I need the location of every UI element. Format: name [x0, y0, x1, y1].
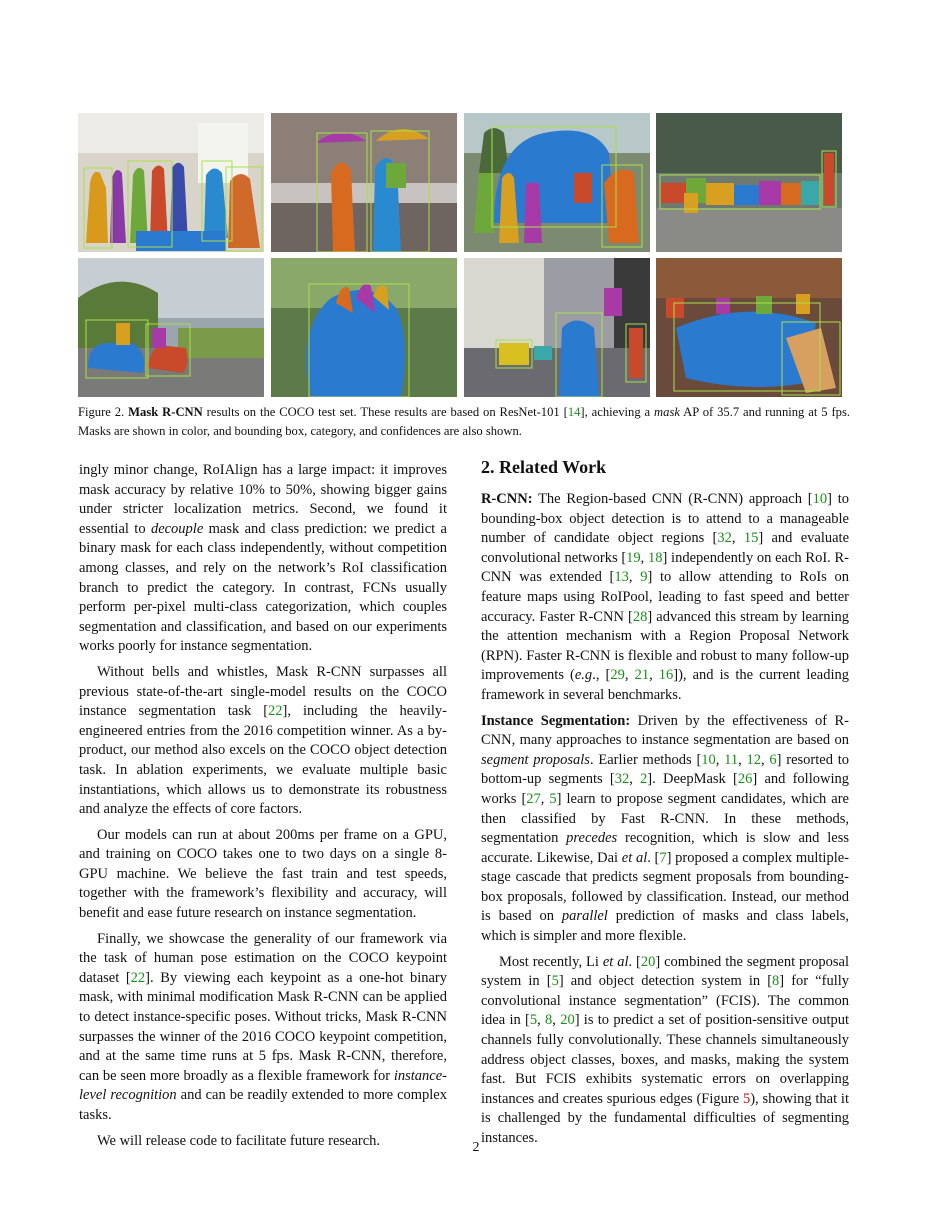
citation-link[interactable]: 5	[529, 1012, 538, 1029]
caption-text: ], achieving a	[580, 405, 655, 419]
citation-link[interactable]: 10	[701, 751, 716, 768]
citation-link[interactable]: 32	[614, 771, 630, 788]
citation-link[interactable]: 22	[268, 703, 283, 720]
figure-thumbnail-parking-lot	[656, 113, 842, 252]
citation-link[interactable]: 19	[626, 549, 641, 566]
run-in-heading: R-CNN:	[481, 491, 533, 507]
citation-link[interactable]: 16	[658, 667, 674, 684]
left-column	[79, 461, 447, 1157]
paragraph: We will release code to facilitate future research.	[97, 1132, 381, 1149]
citation-link[interactable]: 5	[549, 790, 557, 807]
citation-link[interactable]: 8	[772, 973, 780, 990]
section-heading: 2. Related Work	[481, 457, 607, 477]
paragraph: Finally, we showcase the generality of our framework via the task of human pose estimation on the COCO keypoint dataset [22]. By viewing each keypoint as a one-hot binary mask, with minimal modification Mask R-CNN can be applied to detect instance-specific poses. Without tricks, Mask R-CNN surpasses the winner of the 2016 COCO keypoint competition, and at the same time runs at 5 fps. Mask R-CNN, therefore, can be seen more broadly as a flexible framework for instance-level recognition and can be readily extended to more complex tasks.	[79, 930, 447, 1123]
citation-link[interactable]: 20	[640, 953, 656, 970]
citation-link[interactable]: 6	[769, 751, 777, 768]
citation-link[interactable]: 13	[614, 569, 629, 586]
citation-link[interactable]: 18	[648, 549, 663, 566]
citation-link[interactable]: 28	[632, 608, 648, 625]
citation-link[interactable]: 5	[551, 973, 559, 990]
caption-italic: mask	[654, 405, 680, 419]
figure-caption	[78, 403, 850, 440]
citation-link[interactable]: 27	[526, 790, 541, 807]
figure-thumbnail-motorcycles	[78, 258, 264, 397]
citation-link[interactable]: 26	[737, 771, 753, 788]
citation-link[interactable]: 32	[717, 530, 732, 547]
caption-text: AP of 35.7 and running at 5 fps. Masks are shown in color, and bounding box, category, and confidences are also shown.	[78, 405, 850, 438]
citation-link[interactable]: 21	[634, 667, 650, 684]
citation-link[interactable]: 20	[560, 1012, 575, 1029]
citation-link[interactable]: 12	[746, 751, 762, 768]
citation-link[interactable]: 9	[640, 569, 648, 586]
citation-link[interactable]: 2	[640, 771, 648, 788]
figure-thumbnail-people-hallway	[78, 113, 264, 252]
citation-link[interactable]: 8	[545, 1012, 553, 1029]
run-in-heading: Instance Segmentation:	[481, 712, 631, 729]
paragraph: Most recently, Li et al. [20] combined the segment proposal system in [5] and object detection system in [8] for “fully convolutional instance segmentation” (FCIS). The common idea in [5, 8, 20] is to predict a set of position-sensitive output channels fully convolutionally. These channels simultaneously address object classes, boxes, and masks, making the system fast. But FCIS exhibits systematic errors on overlapping instances and creates spurious edges (Figure 5), showing that it is challenged by the fundamental difficulties of segmenting instances.	[481, 953, 850, 1146]
paragraph: Without bells and whistles, Mask R-CNN surpasses all previous state-of-the-art single-model results on the COCO instance segmentation task [22], including the heavily-engineered entries from the 2016 competition winner. As a by-product, our method also excels on the COCO object detection task. In ablation experiments, we evaluate multiple basic instantiations, which allows us to demonstrate its robustness and analyze the effects of core factors.	[79, 663, 447, 818]
caption-label: Figure 2.	[78, 405, 125, 419]
citation-link[interactable]: 15	[743, 530, 759, 547]
figure-thumbnail-elephants	[464, 113, 650, 252]
figure-reference-link[interactable]: 5	[742, 1090, 751, 1107]
figure-thumbnail-umbrellas	[271, 113, 457, 252]
figure-thumbnail-elephant-riders	[271, 258, 457, 397]
figure-thumbnail-city-street	[464, 258, 650, 397]
citation-link[interactable]: 29	[610, 667, 625, 684]
caption-text: results on the COCO test set. These results are based on ResNet-101 [	[202, 405, 568, 419]
paragraph: ingly minor change, RoIAlign has a large impact: it improves mask accuracy by relative 10% to 50%, showing bigger gains under stricter localization metrics. Second, we found it essential to decouple mask and class prediction: we predict a binary mask for each class independently, without competition among classes, and rely on the network’s RoI classification branch to predict the category. In contrast, FCNs usually perform per-pixel multi-class categorization, which couples segmentation and classification, and based on our experiments works poorly for instance segmentation.	[79, 462, 447, 655]
citation-link[interactable]: 14	[567, 405, 581, 419]
figure-thumbnail-dining-room	[656, 258, 842, 397]
right-column	[481, 490, 849, 1155]
paragraph: Our models can run at about 200ms per frame on a GPU, and training on COCO takes one to two days on a single 8-GPU machine. We believe the fast train and test speeds, together with the framework’s flexibility and accuracy, will benefit and ease future research on instance segmentation.	[79, 826, 447, 922]
figure-image-grid	[78, 113, 848, 397]
page-number: 2	[472, 1140, 480, 1155]
paragraph: Instance Segmentation: Driven by the effectiveness of R-CNN, many approaches to instance segmentation are based on segment proposals. Earlier methods [10, 11, 12, 6] resorted to bottom-up segments [32, 2]. DeepMask [26] and following works [27, 5] learn to propose segment candidates, which are then classified by Fast R-CNN. In these methods, segmentation precedes recognition, which is slow and less accurate. Likewise, Dai et al. [7] proposed a complex multiple-stage cascade that predicts segment proposals from bounding-box proposals, followed by classification. Instead, our method is based on parallel prediction of masks and class labels, which is simpler and more flexible.	[481, 712, 850, 945]
citation-link[interactable]: 22	[130, 969, 146, 986]
citation-link[interactable]: 7	[659, 849, 667, 866]
paragraph: R-CNN: The Region-based CNN (R-CNN) approach [10] to bounding-box object detection is to attend to a manageable number of candidate object regions [32, 15] and evaluate convolutional networks [19, 18] independently on each RoI. R-CNN was extended [13, 9] to allow attending to RoIs on feature maps using RoIPool, leading to fast speed and better accuracy. Faster R-CNN [28] advanced this stream by learning the attention mechanism with a Region Proposal Network (RPN). Faster R-CNN is flexible and robust to many follow-up improvements (e.g., [29, 21, 16]), and is the current leading framework in several benchmarks.	[481, 491, 850, 703]
citation-link[interactable]: 10	[812, 491, 828, 507]
citation-link[interactable]: 11	[724, 751, 739, 768]
caption-bold-title: Mask R-CNN	[128, 405, 203, 419]
